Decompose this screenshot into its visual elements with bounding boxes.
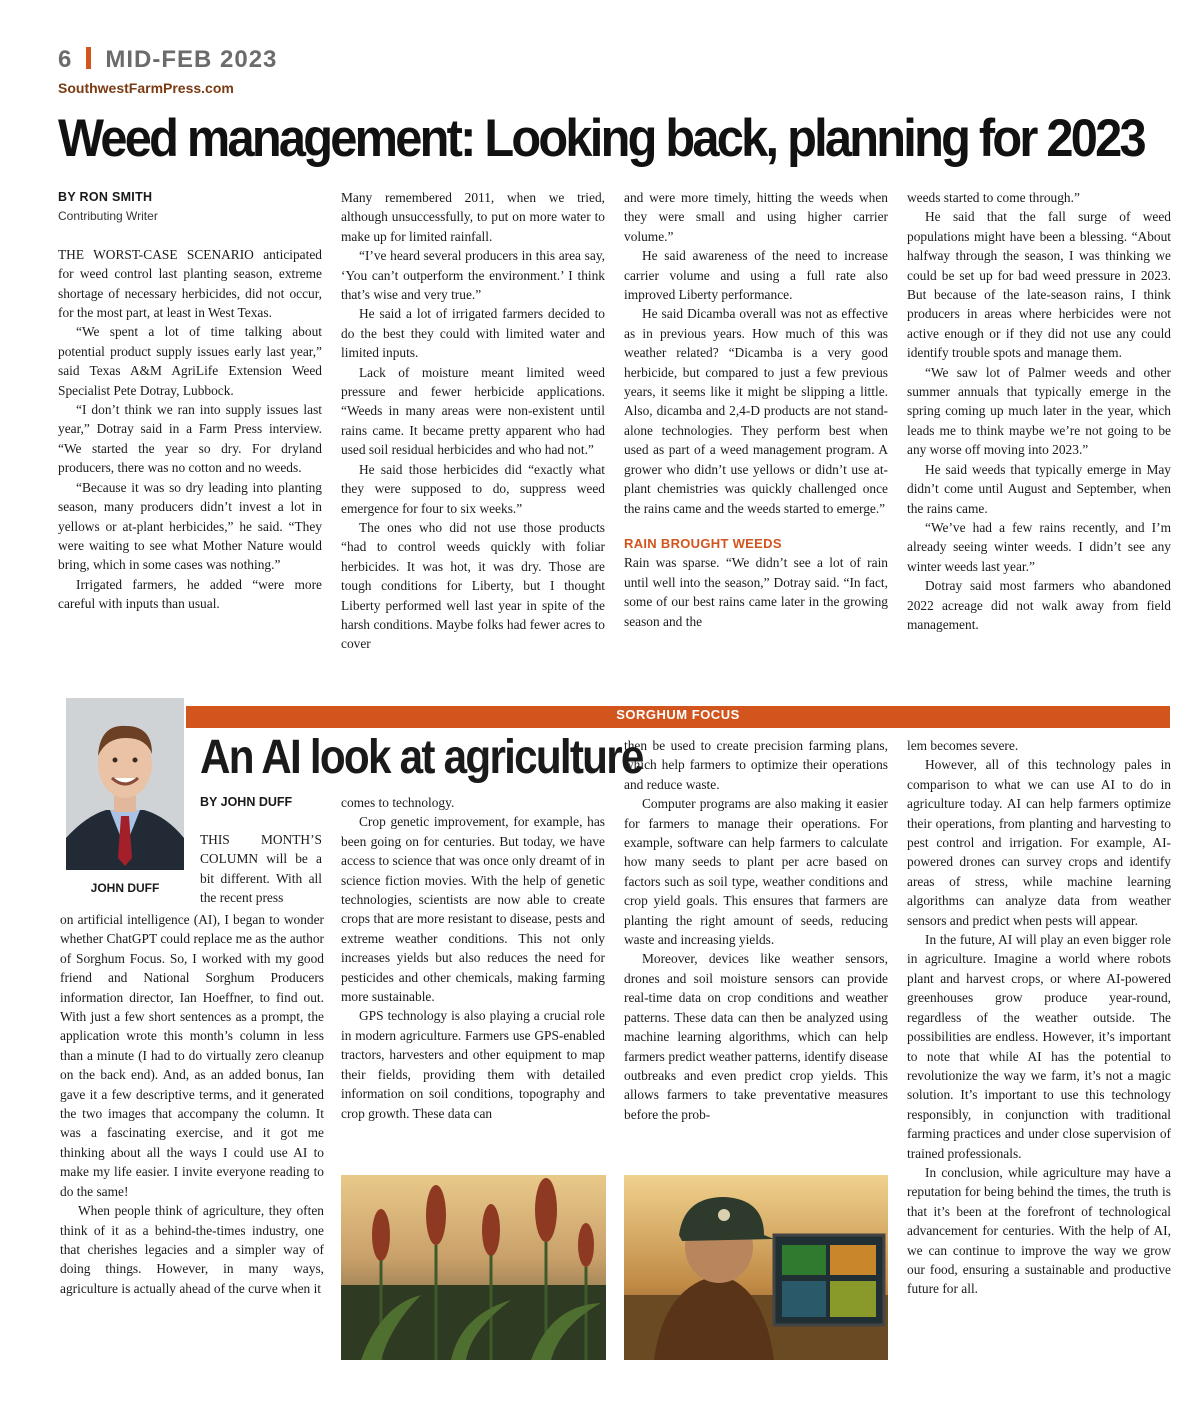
paragraph: “We saw lot of Palmer weeds and other summer annuals that typically emerge in the spring coming up much later in the year, which leads me to think maybe we’re not going to be any worse off moving into 2023.”	[907, 364, 1171, 458]
paragraph: Lack of moisture meant limited weed pressure and fewer herbicide applications. “Weeds in many areas were non-existent until rains came. It became pretty apparent who had used soil residual herbicides and who had not.”	[341, 364, 605, 458]
paragraph: THE WORST-CASE SCENARIO anticipated for weed control last planting season, extreme shortage of necessary herbicides, did not occur, for the most part, at least in West Texas.	[58, 246, 322, 321]
article2-column-2	[341, 793, 605, 1123]
paragraph: He said those herbicides did “exactly what they were supposed to do, suppress weed emergence for four to six weeks.”	[341, 461, 605, 516]
paragraph: lem becomes severe.	[907, 738, 1019, 753]
paragraph: GPS technology is also playing a crucial role in modern agriculture. Farmers use GPS-enabled tractors, harvesters and other equipment to map their fields, providing them with detailed information on soil conditions, topography and crop growth. These data can	[341, 1008, 605, 1121]
byline: BY RON SMITH	[58, 190, 153, 204]
page-folio	[58, 46, 277, 74]
subhead: RAIN BROUGHT WEEDS	[624, 535, 782, 551]
section-label: SORGHUM FOCUS	[616, 707, 740, 722]
article1-column-1	[58, 188, 322, 614]
farmer-tablet-image	[624, 1175, 888, 1360]
portrait-image	[66, 698, 184, 870]
lead-in: THIS MONTH’S COLUMN	[200, 832, 322, 867]
folio-divider	[86, 47, 91, 69]
byline: BY JOHN DUFF	[200, 795, 293, 809]
sorghum-illustration	[341, 1175, 606, 1360]
lead-in: THE WORST-CASE SCENARIO	[58, 246, 254, 262]
paragraph: Dotray said most farmers who abandoned 2022 acreage did not walk away from field management.	[907, 578, 1171, 632]
paragraph: He said awareness of the need to increase carrier volume and using a full rate also improved Liberty performance.	[624, 248, 888, 303]
column-headline: An AI look at agriculture	[200, 731, 643, 784]
paragraph: Crop genetic improvement, for example, has been going on for centuries. But today, we have access to science that was once only dreamt of in science fiction movies. With the help of genetic technologies, scientists are now able to create crops that are more resistant to disease, pests and extreme weather conditions. This not only increases yields but also reduces the need for pesticides and other chemicals, making farming more sustainable.	[341, 814, 605, 1005]
paragraph: comes to technology.	[341, 795, 455, 810]
paragraph: He said that the fall surge of weed populations might have been a blessing. “About halfway through the season, I was thinking we could be set up for bad weed pressure in 2023. But because of the late-season rains, I think producers in areas where herbicides were not active enough or if they did not use any could identify trouble spots and manage them.	[907, 209, 1171, 361]
paragraph: “We’ve had a few rains recently, and I’m already seeing winter weeds. I didn’t see any winter weeds last year.”	[907, 519, 1171, 574]
article-headline: Weed management: Looking back, planning for 2023	[58, 109, 1144, 168]
farmer-illustration	[624, 1175, 888, 1360]
article2-column-3	[624, 736, 888, 1124]
paragraph: “Because it was so dry leading into planting season, many producers didn’t invest a lot in yellows or at-plant herbicides,” he said. “They were waiting to see what Mother Nature would bring, which in some cases was nothing.”	[58, 479, 322, 573]
paragraph: He said weeds that typically emerge in May didn’t come until August and September, when the rains came.	[907, 461, 1171, 516]
paragraph: on artificial intelligence (AI), I began to wonder whether ChatGPT could replace me as the author of Sorghum Focus. So, I worked with my good friend and National Sorghum Producers information director, Ian Hoeffner, to find out. With just a few short sentences as a prompt, the application wrote this month’s column in less than a minute (I had to do virtually zero cleanup on the back end). And, as an added bonus, Ian gave it a few descriptive terms, and it generated the two images that accompany the column. It was a fascinating exercise, and it got me thinking about all the ways I could use AI to make my life easier. I invite everyone reading to do the same!	[60, 912, 324, 1199]
paragraph: He said a lot of irrigated farmers decided to do the best they could with limited water and limited inputs.	[341, 306, 605, 361]
paragraph: “We spent a lot of time talking about potential product supply issues early last year,” said Texas A&M AgriLife Extension Weed Specialist Pete Dotray, Lubbock.	[58, 324, 322, 398]
paragraph: Rain was sparse. “We didn’t see a lot of rain until well into the season,” Dotray said. “In fact, some of our best rains came later in the growing season and the	[624, 555, 888, 629]
paragraph: “I’ve heard several producers in this area say, ‘You can’t outperform the environment.’ I think that’s wise and very true.”	[341, 248, 605, 303]
paragraph: The ones who did not use those products “had to control weeds quickly with foliar herbicides. It was hot, it was dry. Those are tough conditions for Liberty, but I thought Liberty performed well last year in spite of the harsh conditions. Maybe folks had fewer acres to cover	[341, 519, 605, 652]
paragraph: When people think of agriculture, they often think of it as a behind-the-times industry, one that cherishes legacies and a simpler way of doing things. However, in many ways, agriculture is actually ahead of the curve when it	[60, 1203, 324, 1296]
paragraph: Moreover, devices like weather sensors, drones and soil moisture sensors can provide real-time data on crop conditions and weather patterns. These data can then be analyzed using machine learning algorithms, which can help farmers predict weather patterns, identify disease outbreaks and even predict crop yields. This allows farmers to take preventative measures before the prob-	[624, 951, 888, 1122]
sorghum-field-image	[341, 1175, 606, 1360]
article1-column-3	[624, 188, 888, 631]
page-number: 6	[58, 46, 73, 73]
article2-column-4	[907, 736, 1171, 1299]
paragraph: Irrigated farmers, he added “were more careful with inputs than usual.	[58, 576, 322, 612]
paragraph: weeds started to come through.”	[907, 190, 1080, 205]
article2-column-1	[60, 910, 324, 1298]
paragraph: THIS MONTH’S COLUMN will be a bit different. With all the recent press	[200, 832, 322, 906]
paragraph: In the future, AI will play an even bigger role in agriculture. Imagine a world where robots plant and harvest crops, or where AI-powered greenhouses grow produce year-round, regardless of the weather outside. The possibilities are endless. However, it’s important to note that while AI has the potential to revolutionize the way we farm, it’s not a magic solution. It’s important to use this technology responsibly, in conjunction with traditional farming practices and under close supervision of trained professionals.	[907, 932, 1171, 1161]
paragraph: He said Dicamba overall was not as effective as in previous years. How much of this was weather related? “Dicamba is a very good herbicide, but compared to just a few previous years, it seems like it might be slipping a little. Also, dicamba and 2,4-D products are not stand-alone technologies. They perform best when used as part of a weed management program. A grower who didn’t use yellows or didn’t use at-plant chemistries was quickly challenged once the rains came and the weeds started to emerge.”	[624, 306, 888, 516]
paragraph: In conclusion, while agriculture may have a reputation for being behind the times, the truth is that it’s been at the forefront of technological advancement for centuries. With the help of AI, we can continue to improve the way we grow our food, ensuring a sustainable and productive future for all.	[907, 1164, 1171, 1297]
paragraph: Computer programs are also making it easier for farmers to manage their operations. For example, software can help farmers to calculate how many seeds to plant per acre based on factors such as soil type, weather conditions and crop yield goals. This ensures that farmers are planting the right amount of seeds, reducing waste and increasing yields.	[624, 796, 888, 948]
paragraph: Many remembered 2011, when we tried, although unsuccessfully, to put on more water to make up for limited rainfall.	[341, 190, 605, 244]
article1-column-2	[341, 188, 605, 654]
issue-date: MID-FEB 2023	[105, 46, 278, 73]
paragraph: However, all of this technology pales in comparison to what we can use AI to do in agriculture today. AI can help farmers optimize their operations, from planting and harvesting to pest control and irrigation. For example, AI-powered drones can survey crops and identify areas of stress, while machine learning algorithms can analyze data from weather sensors and predict when pests will appear.	[907, 757, 1171, 928]
photo-caption: JOHN DUFF	[90, 881, 160, 895]
paragraph: then be used to create precision farming plans, which help farmers to optimize their operations and reduce waste.	[624, 738, 888, 792]
paragraph: “I don’t think we ran into supply issues last year,” Dotray said in a Farm Press interview. “We started the year so dry. For dryland producers, there was no cotton and no weeds.	[58, 402, 322, 476]
article2-intro	[200, 830, 322, 908]
author-role: Contributing Writer	[58, 209, 158, 224]
author-photo	[66, 698, 184, 870]
paragraph: and were more timely, hitting the weeds when they were small and using higher carrier volume.”	[624, 190, 888, 244]
article1-column-4	[907, 188, 1171, 634]
site-url[interactable]: SouthwestFarmPress.com	[58, 80, 234, 96]
